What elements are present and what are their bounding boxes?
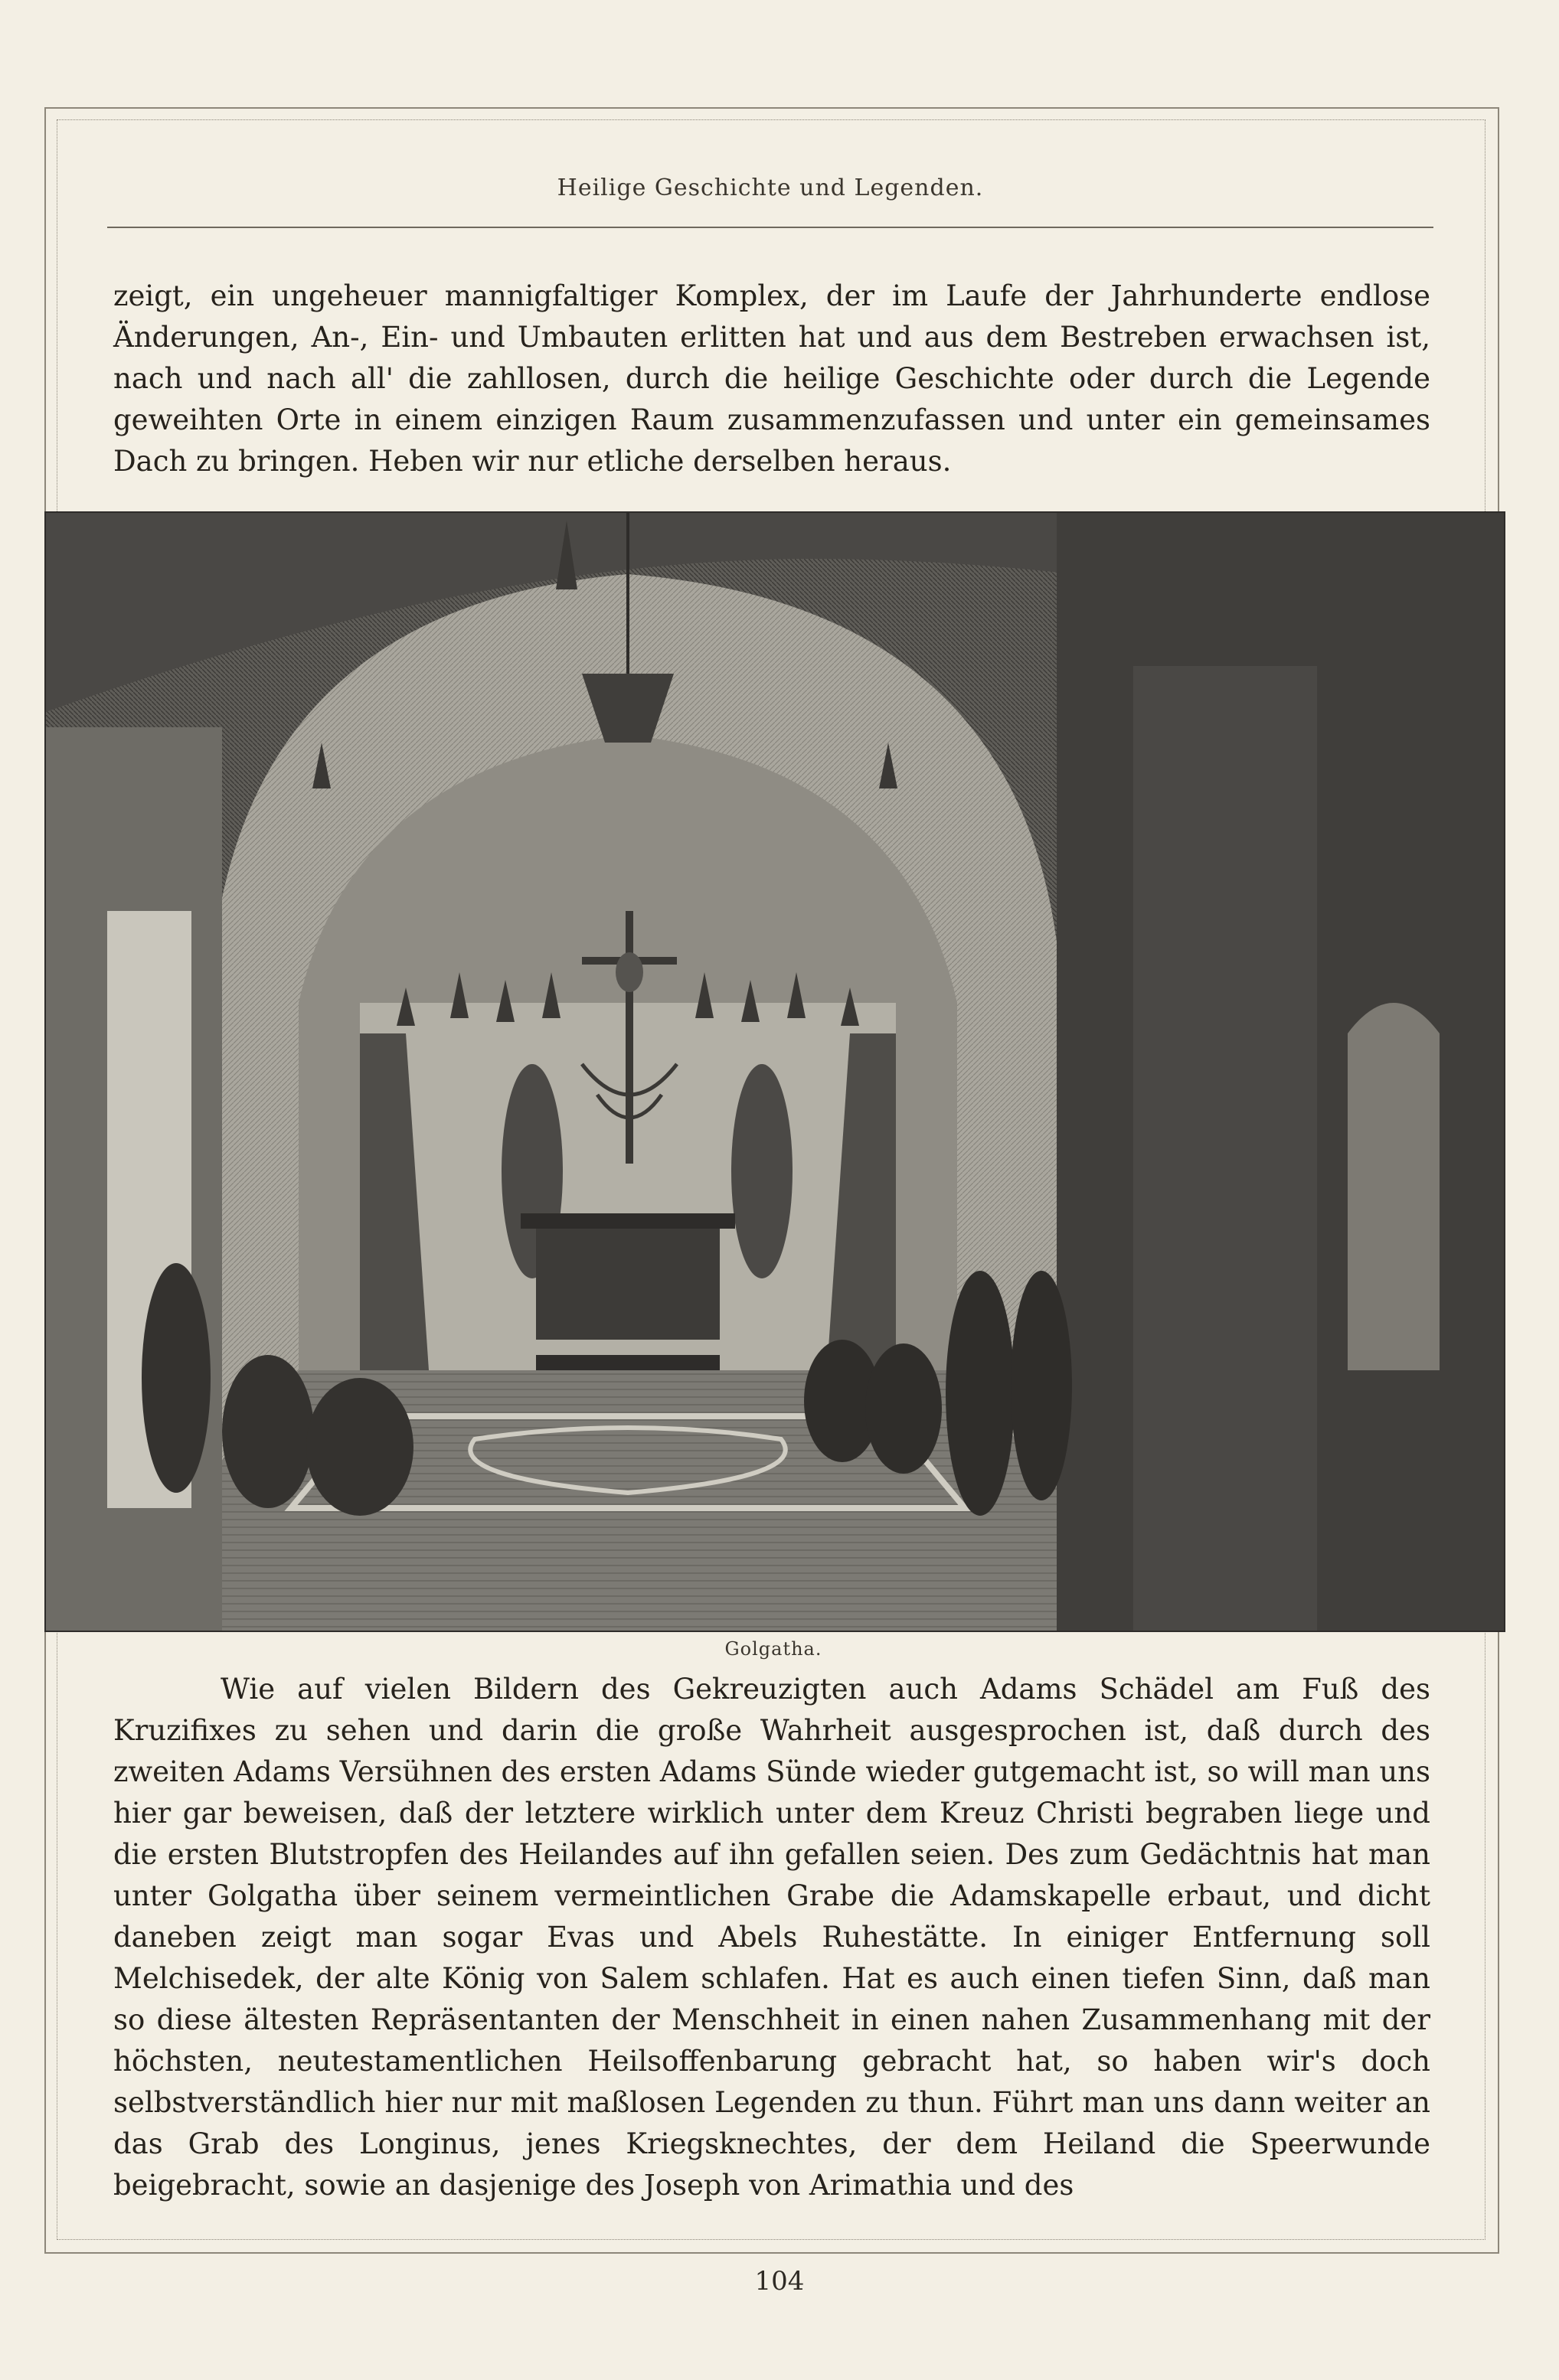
body-text: Wie auf vielen Bildern des Gekreuzigten auch Adams Schädel am Fuß des Kruzifixes zu sehen und darin die große Wahrheit ausgesprochen ist, daß durch des zweiten Adams Versühnen des ersten Adams Sünde wieder gutgemacht ist, so will man uns hier gar beweisen, daß der letztere wirklich unter dem Kreuz Christi begraben liege und die ersten Blutstropfen des Heilandes auf ihn gefallen seien. Des zum Gedächtnis hat man unter Golgatha über seinem vermeintlichen Grabe die Adamskapelle erbaut, und dicht daneben zeigt man sogar Evas und Abels Ruhestätte. In einiger Entfernung soll Melchisedek, der alte König von Salem schlafen. Hat es auch einen tiefen Sinn, daß man so diese ältesten Repräsentanten der Menschheit in einen nahen Zusammenhang mit der höchsten, neutestamentlichen Heilsoffenbarung gebracht hat, so haben wir's doch selbstverständlich hier nur mit maßlosen Legenden zu thun. Führt man uns dann weiter an das Grab des Longinus, jenes Kriegsknechtes, der dem Heiland die Speerwunde beigebracht, sowie an dasjenige des Joseph von Arimathia und des [113,1673,1430,2202]
page-number: 104 [754,2266,805,2297]
header-rule [107,227,1433,228]
right-column [1133,666,1317,1631]
body-paragraph [113,1669,1430,2206]
cross-post [626,911,633,1164]
engraving-illustration [46,513,1504,1631]
side-chapel-niche [1348,1003,1440,1370]
intro-text: zeigt, ein ungeheuer mannigfaltiger Komplex, der im Laufe der Jahrhunderte endlose Änderungen, An-, Ein- und Umbauten erlitten hat und aus dem Bestreben erwachsen ist, nach und nach all' die zahllosen, durch die heilige Geschichte oder durch die Legende geweihten Orte in einem einzigen Raum zusammenzufassen und unter ein gemeinsames Dach zu bringen. Heben wir nur etliche derselben heraus. [113,279,1430,478]
running-head: Heilige Geschichte und Legenden. [557,175,984,201]
statue-right [731,1064,793,1278]
altar-top [521,1213,735,1229]
crucified-figure [616,952,643,992]
figure-caption: Golgatha. [724,1638,822,1660]
altar [536,1225,720,1340]
golgatha-engraving [44,511,1505,1632]
intro-paragraph [113,276,1430,482]
